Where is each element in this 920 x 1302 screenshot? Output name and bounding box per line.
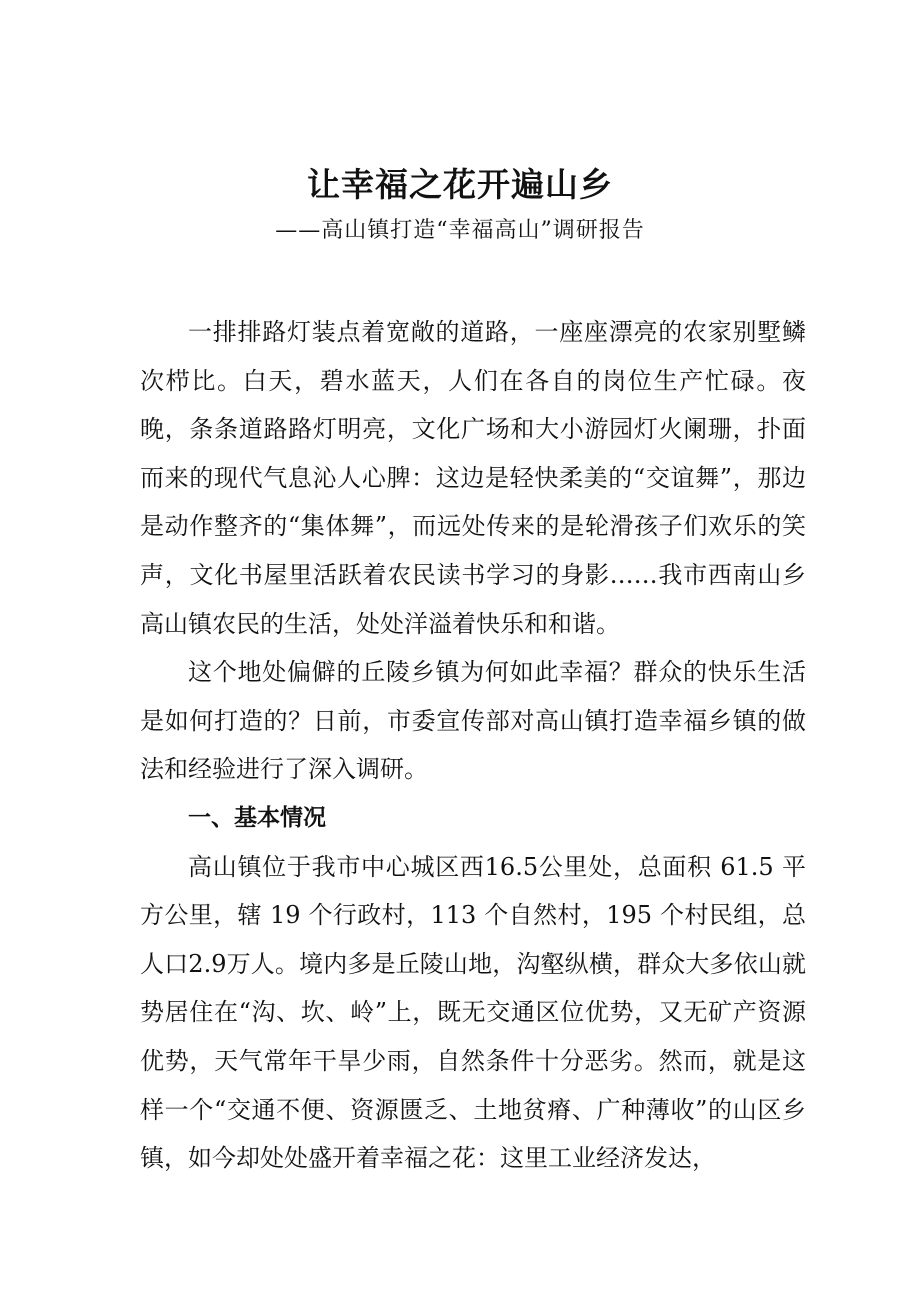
document-title: 让幸福之花开遍山乡 bbox=[307, 165, 613, 204]
section-heading-basic-info: 一、基本情况 bbox=[188, 804, 326, 831]
paragraph-intro: 一排排路灯装点着宽敞的道路，一座座漂亮的农家别墅鳞次栉比。白天，碧水蓝天，人们在各自的岗位生产忙碌。夜晚，条条道路路灯明亮，文化广场和大小游园灯火阑珊，扑面而来的现代气息沁人心脾：这边是轻快柔美的“交谊舞”，那边是动作整齐的“集体舞”，而远处传来的是轮滑孩子们欢乐的笑声，文化书屋里活跃着农民读书学习的身影……我市西南山乡高山镇农民的生活，处处洋溢着快乐和和谐。 bbox=[140, 318, 806, 638]
document-body bbox=[140, 308, 806, 1183]
paragraph-basic-info: 高山镇位于我市中心城区西16.5公里处，总面积 61.5 平方公里，辖 19 个行政村，113 个自然村，195 个村民组，总人口2.9万人。境内多是丘陵山地，沟壑纵横，群众大多依山就势居住在“沟、坎、岭”上，既无交通区位优势，又无矿产资源优势，天气常年干旱少雨，自然条件十分恶劣。然而，就是这样一个“交通不便、资源匮乏、土地贫瘠、广种薄收”的山区乡镇，如今却处处盛开着幸福之花：这里工业经济发达， bbox=[140, 852, 806, 1173]
paragraph-question: 这个地处偏僻的丘陵乡镇为何如此幸福？群众的快乐生活是如何打造的？日前，市委宣传部对高山镇打造幸福乡镇的做法和经验进行了深入调研。 bbox=[140, 658, 806, 784]
document-subtitle: ——高山镇打造“幸福高山”调研报告 bbox=[275, 218, 645, 243]
